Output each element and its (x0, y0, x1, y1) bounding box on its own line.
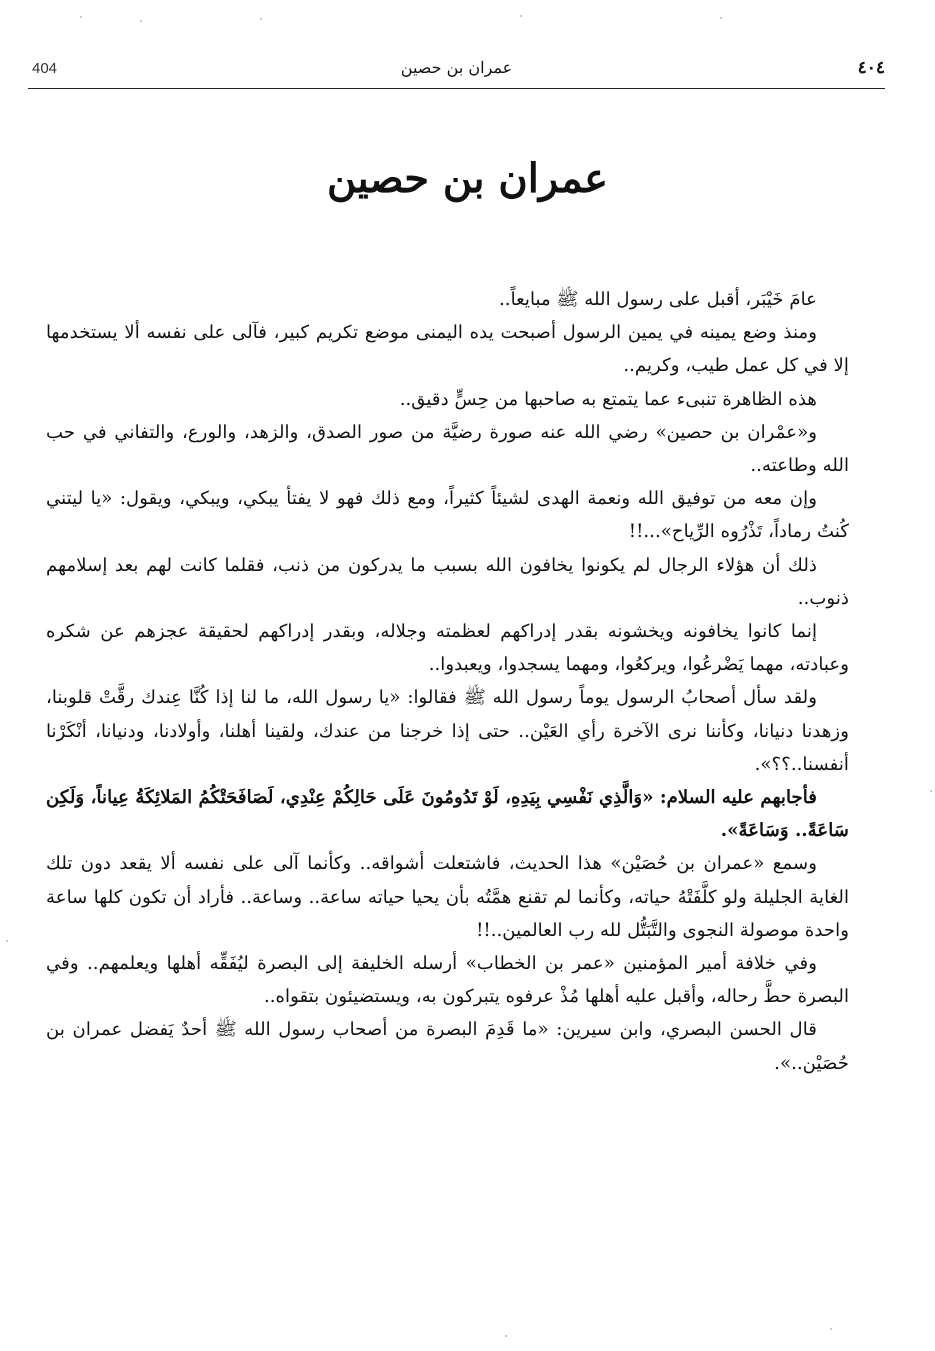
paragraph: ومنذ وضع يمينه في يمين الرسول أصبحت يده اليمنى موضع تكريم كبير، فآلى على نفسه ألا يستخدمها إلا في كل عمل طيب، وكريم.. (46, 322, 849, 377)
page-number-arabic: ٤٠٤ (857, 58, 885, 78)
scan-speckle (720, 17, 722, 19)
paragraph: وفي خلافة أمير المؤمنين «عمر بن الخطاب» أرسله الخليفة إلى البصرة ليُفَقِّه أهلها ويعلمهم.. وفي البصرة حطَّ رحاله، وأقبل عليه أهلها مُذْ عرفوه يتبركون به، ويستضيئون بتقواه.. (46, 953, 849, 1008)
paragraph: إنما كانوا يخافونه ويخشونه بقدر إدراكهم لعظمته وجلاله، وبقدر إدراكهم لحقيقة عجزهم عن شكره وعبادته، مهما يَضْرعُوا، ويركعُوا، ومهما يسجدوا، ويعبدوا.. (46, 621, 849, 676)
paragraph: هذه الظاهرة تنبىء عما يتمتع به صاحبها من حِسٍّ دقيق.. (399, 388, 817, 410)
body-text (46, 283, 849, 1080)
paragraph: عامَ خَيْبَر، أقبل على رسول الله ﷺ مبايعاً.. (499, 289, 817, 310)
page-number-latin: 404 (32, 60, 58, 77)
scan-speckle (930, 790, 932, 792)
scan-speckle (830, 1328, 832, 1330)
paragraph: قال الحسن البصري، وابن سيرين: «ما قَدِمَ البصرة من أصحاب رسول الله ﷺ أحدٌ يَفضل عمران بن حُصَيْن..». (46, 1019, 849, 1074)
paragraph: ذلك أن هؤلاء الرجال لم يكونوا يخافون الله بسبب ما يدركون من ذنب، فقلما كانت لهم بعد إسلامهم ذنوب.. (46, 554, 849, 609)
scan-speckle (505, 1335, 507, 1337)
header-rule (28, 88, 885, 89)
scan-speckle (6, 940, 8, 942)
scan-speckle (80, 16, 82, 18)
paragraph: ولقد سأل أصحابُ الرسول يوماً رسول الله ﷺ فقالوا: «يا رسول الله، ما لنا إذا كُنَّا عِندك رقَّتْ قلوبنا، وزهدنا دنيانا، وكأننا نرى الآخرة رأي العَيْن.. حتى إذا خرجنا من عندك، ولقينا أهلنا، وأولادنا، ودنيانا، أنْكَرْنا أنفسنا..؟؟». (46, 687, 849, 775)
hadith-quote: فأجابهم عليه السلام: «وَالَّذِي نَفْسِي بِيَدِهِ، لَوْ تَدُومُونَ عَلَى حَالِكُمْ عِنْدِي، لَصَافَحَتْكُمُ المَلائِكَةُ عِياناً، وَلَكِن سَاعَةً.. وَسَاعَةً». (46, 787, 849, 842)
scan-speckle (520, 15, 522, 17)
paragraph: وسمع «عمران بن حُصَيْن» هذا الحديث، فاشتعلت أشواقه.. وكأنما آلى على نفسه ألا يقعد دون تلك الغاية الجليلة ولو كلَّفَتْهُ حياته، وكأنما لم تقنع همَّتُه بأن يحيا حياته ساعة.. وساعة.. فأراد أن تكون كلها ساعة واحدة موصولة النجوى والتَّبَتُّل لله رب العالمين..!! (46, 853, 849, 941)
scan-speckle (140, 20, 142, 22)
paragraph: وإن معه من توفيق الله ونعمة الهدى لشيئاً كثيراً، ومع ذلك فهو لا يفتأ يبكي، ويبكي، ويقول: «يا ليتني كُنتُ رماداً، تَذْرُوه الرِّياح»...!! (46, 488, 849, 543)
running-title: عمران بن حصين (400, 58, 513, 77)
chapter-title: عمران بن حصين (327, 155, 608, 202)
paragraph: و«عمْران بن حصين» رضي الله عنه صورة رضيَّة من صور الصدق، والزهد، والورع، والتفاني في حب الله وطاعته.. (46, 421, 849, 477)
running-header (28, 58, 885, 84)
scan-speckle (260, 18, 262, 20)
